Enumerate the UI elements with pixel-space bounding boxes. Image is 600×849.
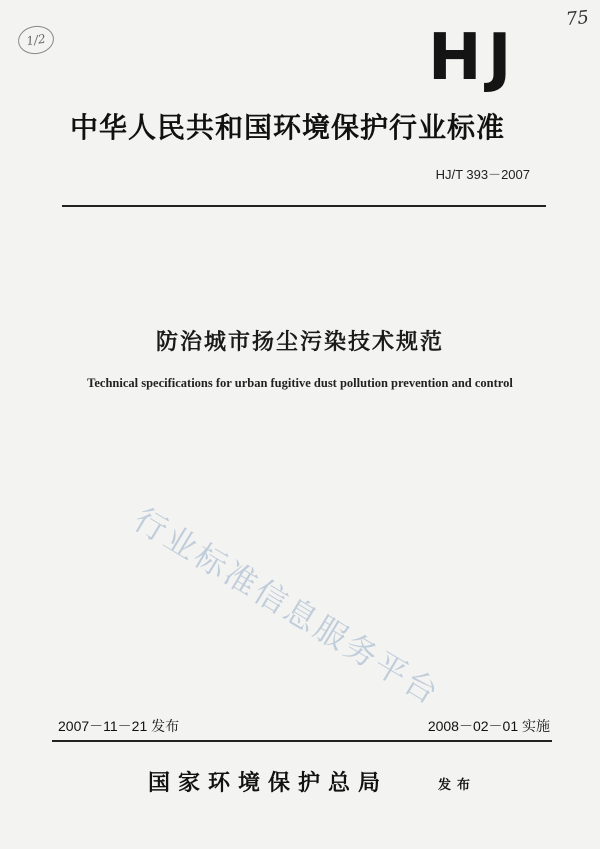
header-divider [62, 205, 546, 207]
implementation-date: 2008－02－01 实施 [427, 718, 550, 734]
handwritten-page-mark: 75 [564, 6, 590, 31]
hj-logo: HJ [428, 21, 518, 95]
document-title-english: Technical specifications for urban fugitive dust pollution prevention and control [87, 376, 513, 390]
issue-date: 2007－11－21 发布 [58, 718, 180, 734]
standard-number: HJ/T 393－2007 [435, 167, 530, 182]
publish-label: 发布 [438, 778, 477, 793]
footer-divider [52, 740, 552, 742]
standard-category-title: 中华人民共和国环境保护行业标准 [70, 111, 506, 144]
watermark: 行业标准信息服务平台 [127, 500, 447, 713]
issuing-authority: 国家环境保护总局 [148, 771, 389, 796]
circular-stamp: 1/2 [16, 24, 56, 57]
document-title-chinese: 防治城市扬尘污染技术规范 [155, 330, 444, 355]
